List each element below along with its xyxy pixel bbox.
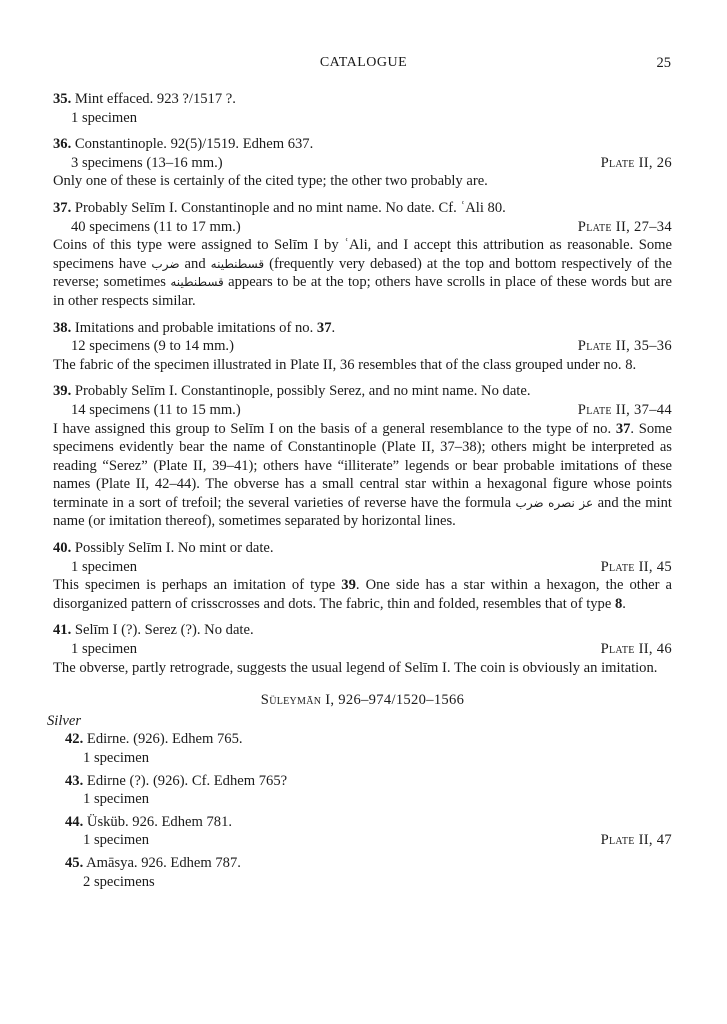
entry-description: The obverse, partly retrograde, suggests the usual legend of Selīm I. The coin is obviously an imitation. bbox=[53, 659, 658, 676]
entry-description: I have assigned this group to Selīm I on the basis of a general resemblance to the type of no. 37. Some specimens evidently bear the name of Constantinople (Plate II, 37–38); others might be interpreted as reading “Serez” (Plate II, 39–41); others have “illiterate” legends or bear probable imitations of these names (Plate II, 42–44). The obverse has a small central star within a hexagonal figure whose points terminate in a sort of trefoil; the several varieties of reverse have the formula عز نصره ضرب and the mint name (or imitation thereof), sometimes separated by horizontal lines. bbox=[53, 420, 672, 530]
catalogue-entry-42 bbox=[53, 730, 672, 767]
entry-description: The fabric of the specimen illustrated in Plate II, 36 resembles that of the class grouped under no. 8. bbox=[53, 356, 637, 373]
entry-specimens: 1 specimen bbox=[71, 109, 138, 126]
entry-title: Imitations and probable imitations of no. bbox=[74, 319, 314, 336]
entry-cross-ref: 37 bbox=[615, 420, 631, 437]
entry-number: 42. bbox=[65, 731, 84, 748]
plate-reference: Plate II, 27–34 bbox=[577, 218, 672, 235]
arabic-formula: عز نصره ضرب bbox=[515, 495, 594, 510]
arabic-daraba: ضرب bbox=[151, 256, 180, 271]
page-number: 25 bbox=[656, 55, 671, 71]
entry-cross-ref: 8 bbox=[614, 595, 623, 612]
metal-subheading: Silver bbox=[47, 712, 82, 729]
entry-title: Probably Selīm I. Constantinople and no mint name. No date. Cf. ʿAli 80. bbox=[74, 199, 506, 216]
entry-description: Coins of this type were assigned to Selīm I by ʿAli, and I accept this attribution as reasonable. Some specimens have ضرب and قسطنطينه (frequently very debased) at the top and bottom respectively of the reverse; sometimes قسطنطينه appears to be at the top; others have scrolls in place of these words but are in other respects similar. bbox=[53, 237, 672, 309]
entry-title: Possibly Selīm I. No mint or date. bbox=[74, 540, 274, 557]
catalogue-entry-40 bbox=[53, 539, 672, 613]
catalogue-entry-37 bbox=[53, 199, 672, 311]
entry-specimens: 1 specimen bbox=[71, 558, 138, 575]
entry-title: Probably Selīm I. Constantinople, possibly Serez, and no mint name. No date. bbox=[74, 383, 531, 400]
entry-title: Mint effaced. 923 ?/1517 ?. bbox=[74, 91, 236, 107]
plate-reference: Plate II, 46 bbox=[600, 641, 672, 658]
running-title: CATALOGUE bbox=[319, 55, 408, 70]
entry-cross-ref: 37 bbox=[316, 319, 332, 336]
entry-description: This specimen is perhaps an imitation of type 39. One side has a star within a hexagon, the other a disorganized pattern of crisscrosses and dots. The fabric, thin and folded, resembles that of type 8. bbox=[53, 577, 673, 612]
arabic-qustantiniyya-2: قسطنطينه bbox=[170, 275, 224, 290]
entry-cross-ref: 39 bbox=[341, 577, 356, 594]
catalogue-entry-35 bbox=[53, 90, 672, 127]
entry-number: 35. bbox=[53, 91, 72, 107]
entry-number: 36. bbox=[53, 136, 72, 153]
arabic-qustantiniyya: قسطنطينه bbox=[210, 256, 265, 271]
entry-number: 38. bbox=[53, 319, 72, 336]
entry-number: 37. bbox=[53, 199, 72, 216]
entry-specimens: 14 specimens (11 to 15 mm.) bbox=[71, 401, 241, 418]
entry-number: 40. bbox=[53, 540, 72, 557]
entry-specimens: 3 specimens (13–16 mm.) bbox=[71, 154, 223, 171]
entry-number: 44. bbox=[65, 813, 84, 830]
catalogue-entry-36 bbox=[53, 135, 672, 191]
catalogue-entry-45 bbox=[53, 854, 672, 891]
entry-specimens: 12 specimens (9 to 14 mm.) bbox=[71, 338, 234, 355]
page-header bbox=[0, 54, 727, 74]
entry-title: Üsküb. 926. Edhem 781. bbox=[86, 813, 233, 830]
entry-title: Constantinople. 92(5)/1519. Edhem 637. bbox=[74, 136, 314, 153]
entry-number: 39. bbox=[53, 383, 72, 400]
entry-title: Edirne. (926). Edhem 765. bbox=[86, 731, 243, 748]
plate-reference: Plate II, 26 bbox=[600, 154, 672, 171]
plate-reference: Plate II, 47 bbox=[600, 832, 672, 849]
plate-reference: Plate II, 45 bbox=[600, 558, 672, 575]
entry-number: 45. bbox=[65, 854, 84, 871]
catalogue-entry-43 bbox=[53, 772, 672, 809]
catalogue-entry-41 bbox=[53, 621, 672, 677]
entry-number: 43. bbox=[65, 772, 84, 789]
entry-specimens: 1 specimen bbox=[83, 750, 150, 766]
section-heading: Süleymān I, 926–974/1520–1566 bbox=[260, 692, 465, 709]
entry-number: 41. bbox=[53, 622, 72, 639]
entry-description: Only one of these is certainly of the cited type; the other two probably are. bbox=[53, 173, 488, 190]
entry-specimens: 40 specimens (11 to 17 mm.) bbox=[71, 218, 241, 235]
catalogue-body bbox=[47, 90, 673, 899]
entry-specimens: 1 specimen bbox=[83, 791, 150, 808]
plate-reference: Plate II, 37–44 bbox=[577, 401, 672, 418]
entry-specimens: 1 specimen bbox=[83, 832, 150, 849]
entry-specimens: 1 specimen bbox=[71, 641, 138, 658]
plate-reference: Plate II, 35–36 bbox=[577, 338, 672, 355]
entry-title: Amāsya. 926. Edhem 787. bbox=[86, 854, 241, 871]
entry-title: Selīm I (?). Serez (?). No date. bbox=[74, 622, 254, 639]
catalogue-entry-39 bbox=[53, 382, 672, 531]
catalogue-entry-38: 38. Imitations and probable imitations of no. 37. 12 specimens (9 to 14 mm.) Plate II, 35–36 The fabric of the specimen illustrated in Plate II, 36 resembles that of the class grouped under no. 8. bbox=[53, 319, 672, 373]
entry-title: Edirne (?). (926). Cf. Edhem 765? bbox=[86, 772, 288, 789]
catalogue-entry-44 bbox=[53, 813, 672, 850]
entry-specimens: 2 specimens bbox=[83, 873, 155, 890]
